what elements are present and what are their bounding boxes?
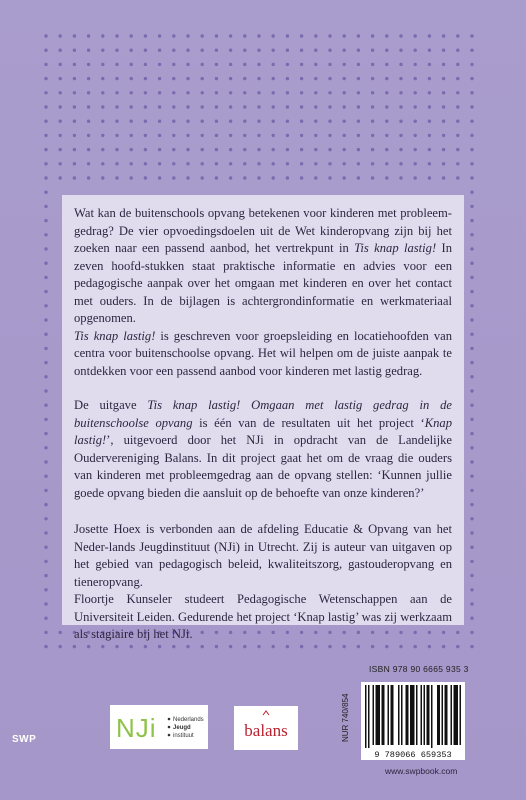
blurb-paragraph-2: Tis knap lastig! is geschreven voor groepsleiding en locatiehoofden van centra voor buitenschoolse opvang. Het wil helpen om de juiste aanpak te ontdekken voor een passend aanbod voor kinderen met lastig gedrag.: [74, 328, 452, 378]
balans-logo: [234, 706, 298, 750]
nur-code: NUR 740/854: [341, 693, 350, 742]
author-bio-hoex: Josette Hoex is verbonden aan de afdeling Educatie & Opvang van het Neder-lands Jeugdinstituut (NJi) in Utrecht. Zij is auteur van uitgaven op het gebied van pedagogisch beleid, kwaliteitszorg, gastouderopvang en tieneropvang.: [74, 522, 452, 589]
blurb-paragraph-1: Wat kan de buitenschools opvang betekenen voor kinderen met probleem-gedrag? De vier opvoedingsdoelen uit de Wet kinderopvang zijn bij het zoeken naar een passend aanbod, het vertrekpunt in Tis knap lastig! In zeven hoofd-stukken staat praktische informatie en advies voor een pedagogische aanpak over het omgaan met kinderen en over het contact met ouders. In de bijlagen is achtergrondinformatie en werkmateriaal opgenomen.: [74, 206, 452, 325]
nji-logo-line-3: instituut: [173, 733, 194, 739]
isbn-barcode: [361, 682, 465, 760]
publisher-url: www.swpbook.com: [385, 766, 458, 776]
nji-logo-line-2: Jeugd: [173, 725, 191, 731]
blurb-text-panel: [62, 195, 464, 641]
nji-logo-mark: NJi: [116, 713, 157, 743]
author-bio-kunseler: Floortje Kunseler studeert Pedagogische Wetenschappen aan de Universiteit Leiden. Gedurende het project ‘Knap lastig’ was zij werkzaam als stagiaire bij het NJi.: [74, 592, 452, 641]
barcode-digits: 9 789066 659353: [374, 750, 452, 760]
blurb-paragraph-3: De uitgave Tis knap lastig! Omgaan met lastig gedrag in de buitenschoolse opvang is één van de resultaten uit het project ‘Knap lastig!’, uitgevoerd door het NJi in opdracht van de Landelijke Oudervereniging Balans. In dit project gaat het om de vraag die ouders van kinderen met probleemgedrag aan de opvang stellen: ‘Kunnen jullie goede opvang bieden die aansluit op de behoefte van onze kinderen?’: [74, 398, 452, 500]
nji-logo-line-1: Nederlands: [173, 717, 204, 723]
swp-publisher-logo: SWP: [12, 734, 37, 745]
isbn-text: ISBN 978 90 6665 935 3: [369, 664, 469, 674]
nji-logo: [110, 705, 208, 749]
barcode-bars: [365, 685, 461, 748]
balans-logo-text: balans: [244, 721, 288, 740]
